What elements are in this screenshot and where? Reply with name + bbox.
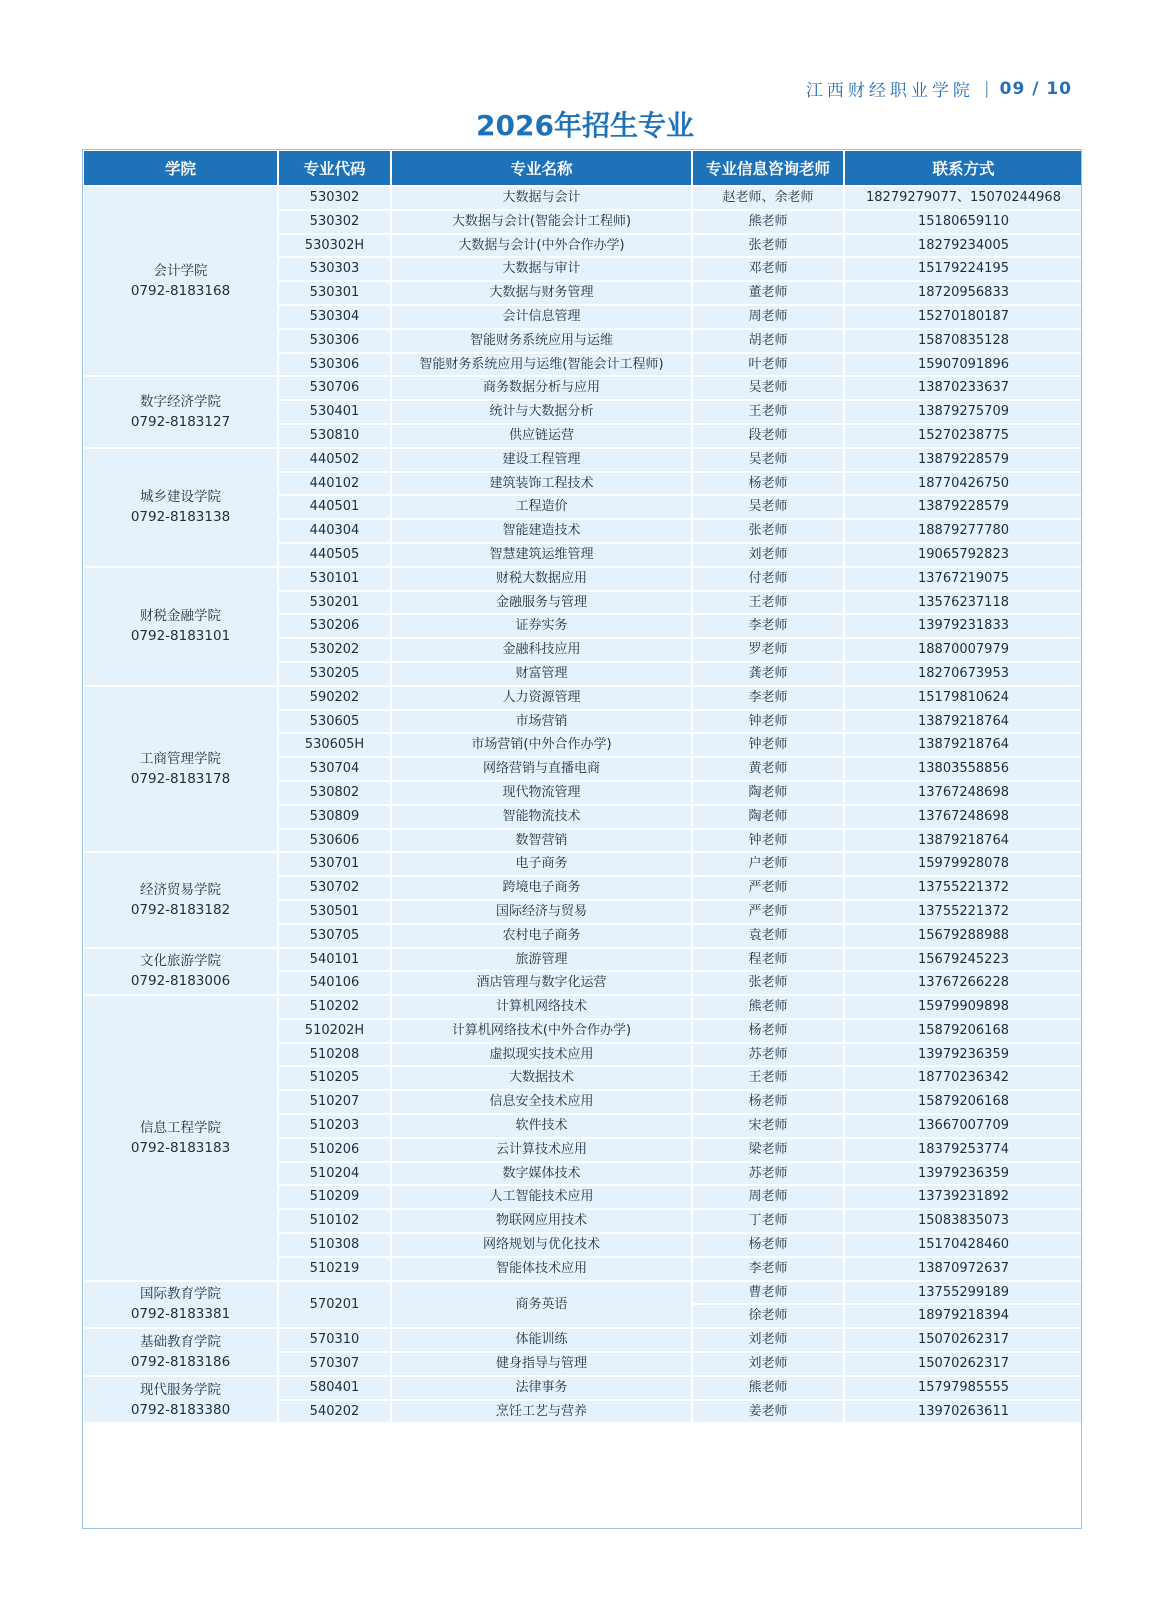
table-row <box>83 852 1083 876</box>
major-code: 570310 <box>278 1328 391 1352</box>
table-body <box>83 186 1083 1423</box>
major-code: 510219 <box>278 1257 391 1281</box>
contact-cell: 18379253774 <box>844 1138 1083 1162</box>
teacher-cell: 严老师 <box>692 900 844 924</box>
major-name: 国际经济与贸易 <box>391 900 692 924</box>
major-code: 530702 <box>278 876 391 900</box>
col-header-contact: 联系方式 <box>844 150 1083 186</box>
college-phone: 0792-8183183 <box>130 1139 231 1156</box>
teacher-cell: 段老师 <box>692 424 844 448</box>
teacher-cell: 程老师 <box>692 948 844 972</box>
major-name: 大数据与会计(智能会计工程师) <box>391 210 692 234</box>
college-phone: 0792-8183178 <box>130 771 231 788</box>
contact-cell: 15270180187 <box>844 305 1083 329</box>
contact-cell: 15870835128 <box>844 329 1083 353</box>
contact-cell: 18870007979 <box>844 638 1083 662</box>
major-code: 530302H <box>278 234 391 258</box>
college-phone: 0792-8183182 <box>130 901 231 918</box>
contact-cell: 13879228579 <box>844 448 1083 472</box>
college-cell <box>83 567 278 686</box>
major-code: 510208 <box>278 1043 391 1067</box>
college-name: 国际教育学院 <box>140 1286 221 1303</box>
major-code: 530306 <box>278 353 391 377</box>
major-name: 现代物流管理 <box>391 781 692 805</box>
major-name: 财富管理 <box>391 662 692 686</box>
college-phone: 0792-8183138 <box>130 509 231 526</box>
college-phone: 0792-8183101 <box>130 628 231 645</box>
major-code: 530301 <box>278 281 391 305</box>
major-name: 商务数据分析与应用 <box>391 376 692 400</box>
major-name: 证券实务 <box>391 614 692 638</box>
major-code: 530401 <box>278 400 391 424</box>
major-code: 510203 <box>278 1114 391 1138</box>
teacher-cell: 熊老师 <box>692 995 844 1019</box>
contact-cell: 18770236342 <box>844 1066 1083 1090</box>
major-name: 财税大数据应用 <box>391 567 692 591</box>
college-cell <box>83 948 278 996</box>
teacher-cell: 陶老师 <box>692 781 844 805</box>
teacher-cell: 王老师 <box>692 400 844 424</box>
col-header-college: 学院 <box>83 150 278 186</box>
contact-cell: 13879218764 <box>844 829 1083 853</box>
contact-cell: 13767248698 <box>844 781 1083 805</box>
major-name: 人工智能技术应用 <box>391 1185 692 1209</box>
teacher-cell: 刘老师 <box>692 1328 844 1352</box>
teacher-cell: 严老师 <box>692 876 844 900</box>
major-code: 510209 <box>278 1185 391 1209</box>
contact-cell: 15879206168 <box>844 1019 1083 1043</box>
teacher-cell: 张老师 <box>692 519 844 543</box>
college-cell <box>83 1376 278 1424</box>
contact-cell: 15179224195 <box>844 257 1083 281</box>
major-name: 法律事务 <box>391 1376 692 1400</box>
contact-cell: 13870233637 <box>844 376 1083 400</box>
major-name: 建设工程管理 <box>391 448 692 472</box>
major-name: 电子商务 <box>391 852 692 876</box>
major-name: 体能训练 <box>391 1328 692 1352</box>
teacher-cell: 苏老师 <box>692 1162 844 1186</box>
major-name: 智能体技术应用 <box>391 1257 692 1281</box>
contact-cell: 13767219075 <box>844 567 1083 591</box>
teacher-cell: 叶老师 <box>692 353 844 377</box>
major-code: 440304 <box>278 519 391 543</box>
teacher-cell: 曹老师 <box>692 1281 844 1305</box>
major-code: 580401 <box>278 1376 391 1400</box>
college-phone: 0792-8183380 <box>130 1401 231 1418</box>
major-name: 数智营销 <box>391 829 692 853</box>
contact-cell: 13879218764 <box>844 733 1083 757</box>
major-code: 510202H <box>278 1019 391 1043</box>
college-name: 基础教育学院 <box>140 1334 221 1351</box>
teacher-cell: 杨老师 <box>692 1090 844 1114</box>
teacher-cell: 宋老师 <box>692 1114 844 1138</box>
major-name: 计算机网络技术(中外合作办学) <box>391 1019 692 1043</box>
college-name: 数字经济学院 <box>140 394 221 411</box>
table-row <box>83 186 1083 210</box>
major-code: 510202 <box>278 995 391 1019</box>
college-name: 信息工程学院 <box>140 1119 221 1136</box>
major-name: 市场营销 <box>391 710 692 734</box>
major-name: 统计与大数据分析 <box>391 400 692 424</box>
college-name: 文化旅游学院 <box>140 953 221 970</box>
teacher-cell: 徐老师 <box>692 1304 844 1328</box>
contact-cell: 13979236359 <box>844 1162 1083 1186</box>
contact-cell: 13755221372 <box>844 900 1083 924</box>
major-name: 智能财务系统应用与运维 <box>391 329 692 353</box>
teacher-cell: 丁老师 <box>692 1209 844 1233</box>
major-name: 大数据与会计 <box>391 186 692 210</box>
teacher-cell: 王老师 <box>692 591 844 615</box>
teacher-cell: 吴老师 <box>692 376 844 400</box>
major-name: 会计信息管理 <box>391 305 692 329</box>
college-cell <box>83 1281 278 1329</box>
teacher-cell: 杨老师 <box>692 1019 844 1043</box>
major-code: 530206 <box>278 614 391 638</box>
table-row <box>83 376 1083 400</box>
contact-cell: 13879228579 <box>844 495 1083 519</box>
major-code: 530302 <box>278 186 391 210</box>
major-code: 530303 <box>278 257 391 281</box>
teacher-cell: 钟老师 <box>692 733 844 757</box>
contact-cell: 15907091896 <box>844 353 1083 377</box>
major-code: 530201 <box>278 591 391 615</box>
major-name: 商务英语 <box>391 1281 692 1329</box>
major-name: 健身指导与管理 <box>391 1352 692 1376</box>
contact-cell: 15070262317 <box>844 1328 1083 1352</box>
college-name: 财税金融学院 <box>140 608 221 625</box>
teacher-cell: 张老师 <box>692 234 844 258</box>
teacher-cell: 李老师 <box>692 1257 844 1281</box>
contact-cell: 13739231892 <box>844 1185 1083 1209</box>
table-row <box>83 1376 1083 1400</box>
major-name: 跨境电子商务 <box>391 876 692 900</box>
teacher-cell: 钟老师 <box>692 710 844 734</box>
major-name: 智慧建筑运维管理 <box>391 543 692 567</box>
teacher-cell: 付老师 <box>692 567 844 591</box>
contact-cell: 19065792823 <box>844 543 1083 567</box>
table-row <box>83 995 1083 1019</box>
major-code: 530706 <box>278 376 391 400</box>
major-code: 510206 <box>278 1138 391 1162</box>
college-cell <box>83 852 278 947</box>
major-code: 570307 <box>278 1352 391 1376</box>
major-code: 530605H <box>278 733 391 757</box>
major-name: 智能建造技术 <box>391 519 692 543</box>
contact-cell: 15879206168 <box>844 1090 1083 1114</box>
major-name: 信息安全技术应用 <box>391 1090 692 1114</box>
major-code: 540101 <box>278 948 391 972</box>
major-code: 510204 <box>278 1162 391 1186</box>
teacher-cell: 刘老师 <box>692 1352 844 1376</box>
teacher-cell: 陶老师 <box>692 805 844 829</box>
college-phone: 0792-8183168 <box>130 283 231 300</box>
contact-cell: 13755221372 <box>844 876 1083 900</box>
table-header-row <box>83 150 1083 186</box>
major-code: 530802 <box>278 781 391 805</box>
school-name: 江西财经职业学院 <box>805 81 974 101</box>
major-code: 530501 <box>278 900 391 924</box>
teacher-cell: 袁老师 <box>692 924 844 948</box>
major-name: 建筑装饰工程技术 <box>391 472 692 496</box>
major-code: 530606 <box>278 829 391 853</box>
contact-cell: 18770426750 <box>844 472 1083 496</box>
major-name: 智能物流技术 <box>391 805 692 829</box>
contact-cell: 15179810624 <box>844 686 1083 710</box>
college-cell <box>83 376 278 447</box>
teacher-cell: 董老师 <box>692 281 844 305</box>
teacher-cell: 黄老师 <box>692 757 844 781</box>
major-name: 工程造价 <box>391 495 692 519</box>
contact-cell: 13979231833 <box>844 614 1083 638</box>
contact-cell: 15083835073 <box>844 1209 1083 1233</box>
major-name: 网络规划与优化技术 <box>391 1233 692 1257</box>
major-name: 云计算技术应用 <box>391 1138 692 1162</box>
major-name: 供应链运营 <box>391 424 692 448</box>
teacher-cell: 邓老师 <box>692 257 844 281</box>
major-code: 530202 <box>278 638 391 662</box>
page-title: 2026年招生专业 <box>476 109 694 142</box>
table-row <box>83 1328 1083 1352</box>
contact-cell: 15180659110 <box>844 210 1083 234</box>
table-row <box>83 948 1083 972</box>
page-header <box>806 76 1072 101</box>
major-name: 人力资源管理 <box>391 686 692 710</box>
teacher-cell: 梁老师 <box>692 1138 844 1162</box>
major-name: 大数据与财务管理 <box>391 281 692 305</box>
contact-cell: 18270673953 <box>844 662 1083 686</box>
major-code: 530302 <box>278 210 391 234</box>
contact-cell: 15979909898 <box>844 995 1083 1019</box>
major-name: 农村电子商务 <box>391 924 692 948</box>
major-code: 590202 <box>278 686 391 710</box>
teacher-cell: 刘老师 <box>692 543 844 567</box>
contact-cell: 15070262317 <box>844 1352 1083 1376</box>
table-row <box>83 686 1083 710</box>
contact-cell: 13767248698 <box>844 805 1083 829</box>
major-name: 大数据技术 <box>391 1066 692 1090</box>
contact-cell: 15679288988 <box>844 924 1083 948</box>
contact-cell: 13755299189 <box>844 1281 1083 1305</box>
major-code: 530704 <box>278 757 391 781</box>
contact-cell: 15679245223 <box>844 948 1083 972</box>
college-phone: 0792-8183006 <box>130 973 231 990</box>
teacher-cell: 张老师 <box>692 971 844 995</box>
contact-cell: 13879275709 <box>844 400 1083 424</box>
contact-cell: 18720956833 <box>844 281 1083 305</box>
major-code: 530810 <box>278 424 391 448</box>
college-name: 会计学院 <box>153 263 208 280</box>
col-header-teacher: 专业信息咨询老师 <box>692 150 844 186</box>
college-cell <box>83 686 278 853</box>
major-code: 510205 <box>278 1066 391 1090</box>
teacher-cell: 杨老师 <box>692 1233 844 1257</box>
contact-cell: 18979218394 <box>844 1304 1083 1328</box>
major-code: 440505 <box>278 543 391 567</box>
contact-cell: 18279234005 <box>844 234 1083 258</box>
college-cell <box>83 186 278 376</box>
major-name: 网络营销与直播电商 <box>391 757 692 781</box>
major-name: 金融科技应用 <box>391 638 692 662</box>
major-code: 510207 <box>278 1090 391 1114</box>
contact-cell: 15979928078 <box>844 852 1083 876</box>
major-code: 530205 <box>278 662 391 686</box>
major-name: 智能财务系统应用与运维(智能会计工程师) <box>391 353 692 377</box>
major-name: 虚拟现实技术应用 <box>391 1043 692 1067</box>
college-name: 经济贸易学院 <box>140 881 221 898</box>
major-name: 大数据与会计(中外合作办学) <box>391 234 692 258</box>
teacher-cell: 杨老师 <box>692 472 844 496</box>
major-code: 530705 <box>278 924 391 948</box>
table-row <box>83 567 1083 591</box>
teacher-cell: 钟老师 <box>692 829 844 853</box>
teacher-cell: 罗老师 <box>692 638 844 662</box>
teacher-cell: 姜老师 <box>692 1400 844 1424</box>
contact-cell: 13667007709 <box>844 1114 1083 1138</box>
teacher-cell: 苏老师 <box>692 1043 844 1067</box>
teacher-cell: 熊老师 <box>692 210 844 234</box>
teacher-cell: 胡老师 <box>692 329 844 353</box>
page-number: 09 / 10 <box>999 78 1072 99</box>
contact-cell: 13979236359 <box>844 1043 1083 1067</box>
contact-cell: 13803558856 <box>844 757 1083 781</box>
teacher-cell: 赵老师、余老师 <box>692 186 844 210</box>
college-cell <box>83 448 278 567</box>
contact-cell: 15270238775 <box>844 424 1083 448</box>
teacher-cell: 李老师 <box>692 614 844 638</box>
teacher-cell: 吴老师 <box>692 448 844 472</box>
college-cell <box>83 995 278 1281</box>
header-separator: | <box>983 78 990 99</box>
major-name: 计算机网络技术 <box>391 995 692 1019</box>
college-phone: 0792-8183381 <box>130 1306 231 1323</box>
teacher-cell: 周老师 <box>692 1185 844 1209</box>
major-code: 570201 <box>278 1281 391 1329</box>
major-code: 440102 <box>278 472 391 496</box>
contact-cell: 18279279077、15070244968 <box>844 186 1083 210</box>
major-code: 440502 <box>278 448 391 472</box>
major-code: 440501 <box>278 495 391 519</box>
college-name: 工商管理学院 <box>140 751 221 768</box>
major-code: 540202 <box>278 1400 391 1424</box>
major-code: 540106 <box>278 971 391 995</box>
contact-cell: 13870972637 <box>844 1257 1083 1281</box>
majors-table <box>82 149 1084 1424</box>
major-code: 510102 <box>278 1209 391 1233</box>
major-name: 软件技术 <box>391 1114 692 1138</box>
major-code: 530701 <box>278 852 391 876</box>
teacher-cell: 周老师 <box>692 305 844 329</box>
teacher-cell: 王老师 <box>692 1066 844 1090</box>
col-header-code: 专业代码 <box>278 150 391 186</box>
major-code: 530809 <box>278 805 391 829</box>
major-name: 烹饪工艺与营养 <box>391 1400 692 1424</box>
contact-cell: 13879218764 <box>844 710 1083 734</box>
teacher-cell: 熊老师 <box>692 1376 844 1400</box>
contact-cell: 13576237118 <box>844 591 1083 615</box>
contact-cell: 18879277780 <box>844 519 1083 543</box>
major-name: 旅游管理 <box>391 948 692 972</box>
major-name: 大数据与审计 <box>391 257 692 281</box>
major-name: 数字媒体技术 <box>391 1162 692 1186</box>
teacher-cell: 吴老师 <box>692 495 844 519</box>
major-code: 530605 <box>278 710 391 734</box>
col-header-major: 专业名称 <box>391 150 692 186</box>
college-name: 现代服务学院 <box>140 1381 221 1398</box>
table-row <box>83 448 1083 472</box>
major-name: 市场营销(中外合作办学) <box>391 733 692 757</box>
major-code: 510308 <box>278 1233 391 1257</box>
contact-cell: 15170428460 <box>844 1233 1083 1257</box>
major-name: 酒店管理与数字化运营 <box>391 971 692 995</box>
table-row <box>83 1281 1083 1305</box>
college-cell <box>83 1328 278 1376</box>
contact-cell: 15797985555 <box>844 1376 1083 1400</box>
college-phone: 0792-8183186 <box>130 1354 231 1371</box>
teacher-cell: 李老师 <box>692 686 844 710</box>
contact-cell: 13970263611 <box>844 1400 1083 1424</box>
teacher-cell: 龚老师 <box>692 662 844 686</box>
college-phone: 0792-8183127 <box>130 414 231 431</box>
major-code: 530101 <box>278 567 391 591</box>
major-code: 530306 <box>278 329 391 353</box>
major-name: 物联网应用技术 <box>391 1209 692 1233</box>
major-code: 530304 <box>278 305 391 329</box>
major-name: 金融服务与管理 <box>391 591 692 615</box>
teacher-cell: 户老师 <box>692 852 844 876</box>
college-name: 城乡建设学院 <box>140 489 221 506</box>
contact-cell: 13767266228 <box>844 971 1083 995</box>
